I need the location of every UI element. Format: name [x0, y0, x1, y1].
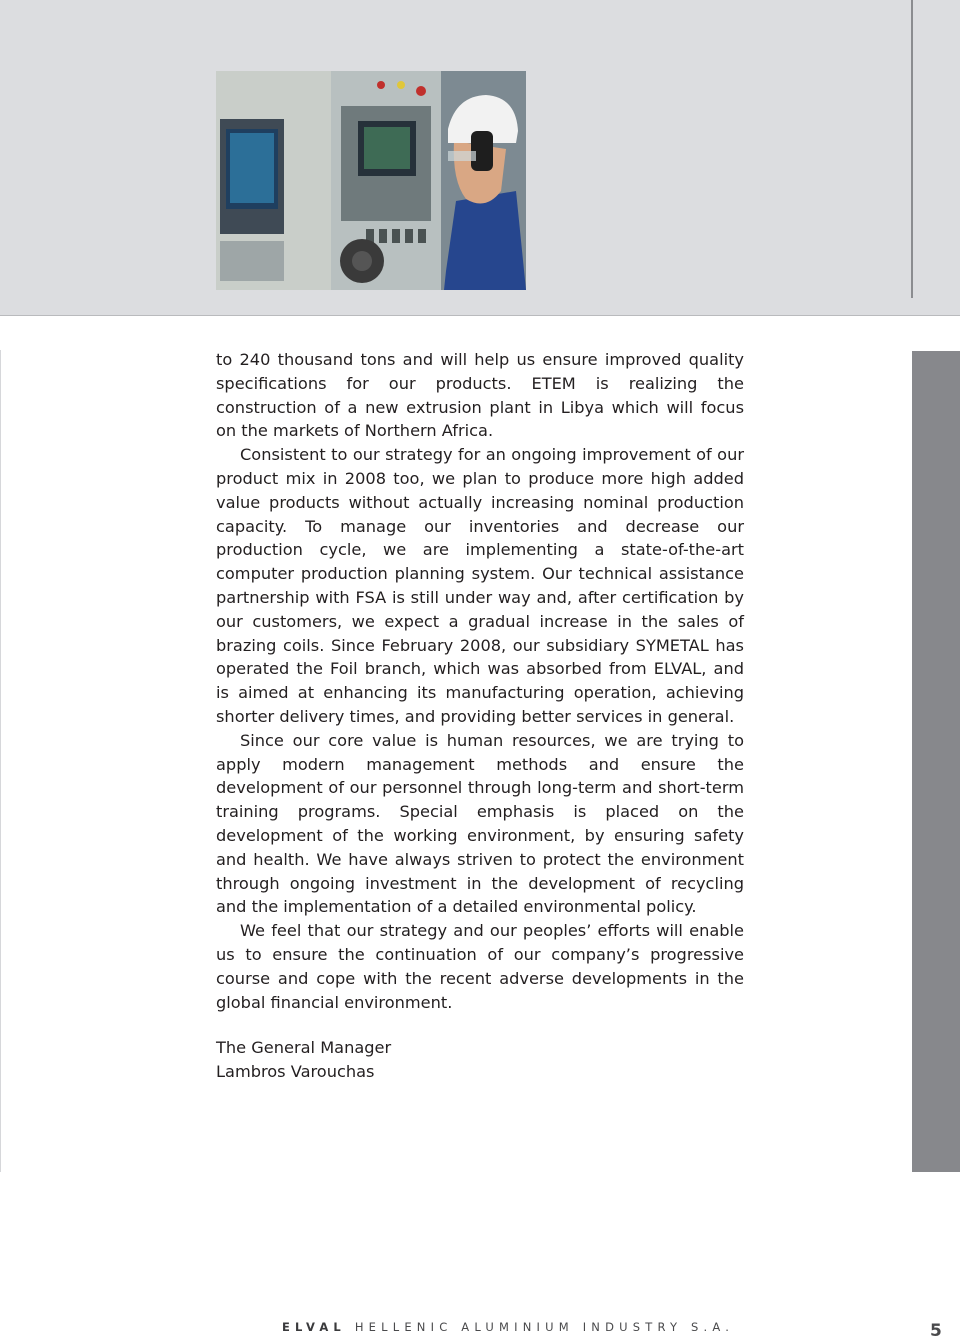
photo-operator-at-control-panel [216, 71, 526, 290]
page-footer [282, 1320, 734, 1334]
side-color-bar [912, 351, 960, 1172]
paragraph-4: We feel that our strategy and our peoples’ efforts will enable us to ensure the continuation of our company’s progressive course and cope with the recent adverse developments in the global financial environment. [216, 921, 744, 1012]
footer-brand: ELVAL [282, 1320, 346, 1334]
left-margin-rule [0, 350, 1, 1172]
signature-name: Lambros Varouchas [216, 1061, 375, 1081]
paragraph-2: Consistent to our strategy for an ongoing improvement of our product mix in 2008 too, we plan to produce more high added value products without actually increasing nominal production capacity. To manage our inventories and decrease our production cycle, we are implementing a state-of-the-art computer production planning system. Our technical assistance partnership with FSA is still under way and, after certification by our customers, we expect a gradual increase in the sales of brazing coils. Since February 2008, our subsidiary SYMETAL has operated the Foil branch, which was absorbed from ELVAL, and is aimed at enhancing its manufacturing operation, achieving shorter delivery times, and providing better services in general. [216, 445, 744, 726]
header-divider-line [911, 0, 913, 298]
photo-illustration [216, 71, 526, 290]
letter-body [216, 348, 744, 1014]
footer-company-name: HELLENIC ALUMINIUM INDUSTRY S.A. [354, 1320, 735, 1334]
page-number: 5 [930, 1321, 942, 1341]
paragraph-3: Since our core value is human resources, we are trying to apply modern management methods and ensure the development of our personnel through long-term and short-term training programs. Special emphasis is placed on the development of the working environment, by ensuring safety and health. We have always striven to protect the environment through ongoing investment in the development of recycling and the implementation of a detailed environmental policy. [216, 730, 744, 917]
paragraph-1: to 240 thousand tons and will help us ensure improved quality specifications for our products. ETEM is realizing the construction of a new extrusion plant in Libya which will focus on the markets of Northern Africa. [216, 350, 744, 441]
signature-title: The General Manager [216, 1038, 392, 1057]
signature-block [216, 1036, 391, 1083]
